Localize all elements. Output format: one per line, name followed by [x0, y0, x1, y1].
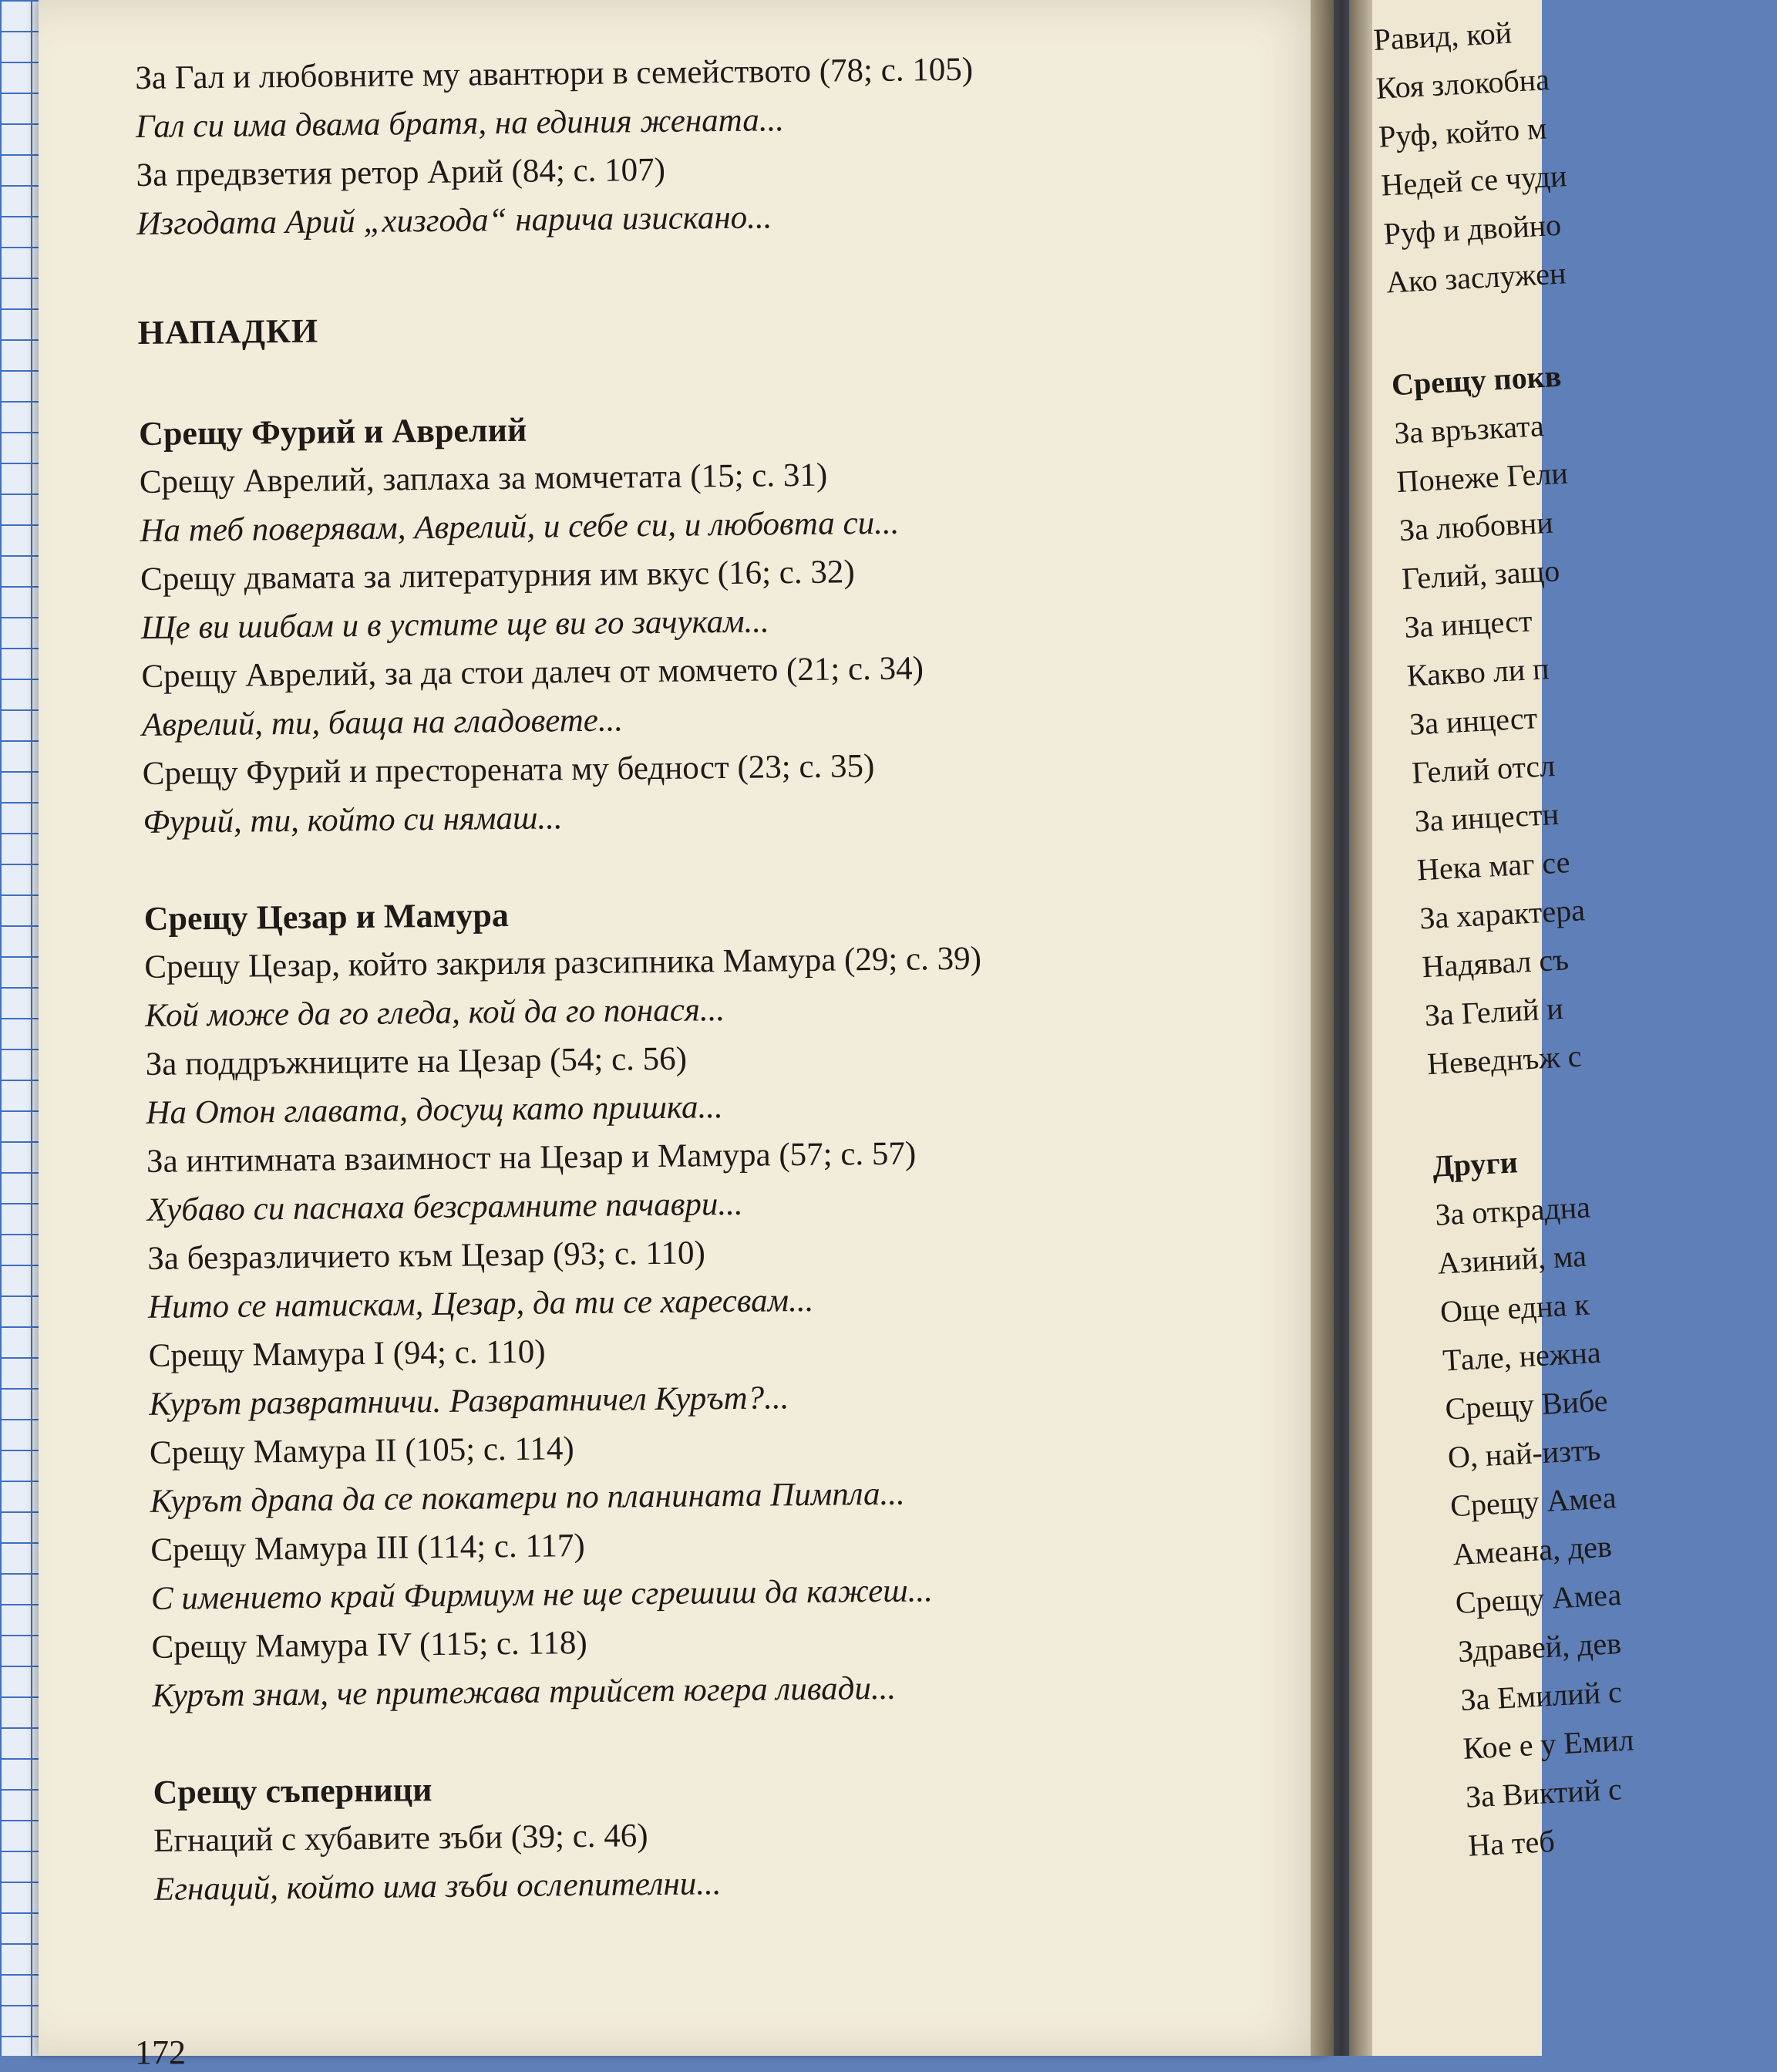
right-page-line: О, най-изтъ: [1446, 1432, 1602, 1475]
right-page-line: Гелий, защо: [1401, 553, 1561, 596]
right-page-line: За връзката: [1393, 408, 1545, 451]
poem-entry-title: Срещу Мамура III (114; с. 117): [150, 1527, 585, 1568]
right-page-line: Срещу Амеа: [1449, 1480, 1617, 1524]
poem-first-line: Курът развратничи. Развратничел Курът?...: [149, 1380, 789, 1423]
right-page-line: За инцест: [1408, 700, 1539, 742]
right-page-line: Гелий отсл: [1411, 747, 1557, 790]
right-page-line: Недей се чуди: [1380, 158, 1568, 203]
right-page-text: [1372, 0, 1777, 1870]
poem-entry-title: Срещу Мамура II (105; с. 114): [149, 1430, 574, 1471]
right-page-line: Руф, който м: [1378, 110, 1548, 154]
poem-entry-title: Срещу Мамура IV (115; с. 118): [151, 1624, 587, 1666]
poem-first-line: На теб поверявам, Аврелий, и себе си, и любовта си...: [140, 504, 900, 549]
poem-entry-title: За предвзетия ретор Арий (84; с. 107): [136, 151, 666, 194]
poem-first-line: Кой може да го гледа, кой да го понася...: [144, 992, 725, 1034]
poem-first-line: Гал си има двама братя, на единия жената...: [135, 102, 785, 145]
poem-entry-title: Срещу Аврелий, заплаха за момчетата (15; с. 31): [139, 457, 828, 500]
poem-entry-title: Егнаций с хубавите зъби (39; с. 46): [153, 1818, 648, 1859]
poem-first-line: Курът знам, че притежава трийсет югера ливади...: [152, 1669, 897, 1714]
right-page-heading: Други: [1432, 1144, 1519, 1184]
group-heading: Срещу Цезар и Мамура: [143, 895, 510, 938]
poem-first-line: Хубаво си паснаха безсрамните пачаври...: [146, 1185, 743, 1228]
group-heading: Срещу Фурий и Аврелий: [138, 410, 527, 453]
entry-groups: [139, 397, 1311, 1914]
right-page-line: Срещу Амеа: [1454, 1576, 1623, 1621]
right-page: [1349, 0, 1635, 2056]
poem-entry-title: Срещу двамата за литературния им вкус (16; с. 32): [140, 554, 855, 598]
poem-entry-title: Срещу Аврелий, за да стои далеч от момчето (21; с. 34): [141, 650, 924, 695]
page-number: 172: [135, 2033, 186, 2071]
poem-entry-title: Срещу Мамура I (94; с. 110): [148, 1333, 546, 1374]
poem-first-line: На Отон главата, досущ като пришка...: [146, 1089, 723, 1131]
left-page-text: [135, 42, 1311, 1914]
poem-entry-title: За поддръжниците на Цезар (54; с. 56): [145, 1040, 688, 1083]
entry-group: [139, 397, 1300, 847]
right-page-heading: Срещу покв: [1390, 358, 1563, 403]
poem-entry-title: За Гал и любовните му авантюри в семейството (78; с. 105): [135, 51, 974, 96]
poem-entry-title: Срещу Цезар, който закриля разсипника Мамура (29; с. 39): [144, 940, 982, 985]
poem-entry-title: Срещу Фурий и престорената му бедност (23; с. 35): [142, 748, 875, 792]
right-page-line: Какво ли п: [1405, 651, 1550, 693]
right-page-line: Руф и двойно: [1382, 207, 1563, 251]
right-page-line: Коя злокобна: [1375, 62, 1550, 106]
poem-entry-title: За безразличието към Цезар (93; с. 110): [147, 1235, 705, 1277]
poem-first-line: Егнаций, който има зъби ослепителни...: [153, 1865, 722, 1908]
book-gutter: [1311, 0, 1372, 2056]
right-page-line: За инцест: [1403, 603, 1533, 645]
poem-first-line: Аврелий, ти, баща на гладовете...: [141, 702, 624, 743]
poem-first-line: Изгодата Арий „хизгода“ нарича изискано...: [136, 199, 772, 242]
right-page-line: Кое е у Емил: [1462, 1722, 1635, 1766]
right-page-line: За инцестн: [1413, 796, 1560, 839]
right-page-line: За характера: [1419, 892, 1586, 936]
poem-first-line: Ще ви шибам и в устите ще ви го зачукам...: [140, 603, 770, 646]
right-page-line: Нека маг се: [1415, 844, 1571, 888]
right-page-line: Амеана, дев: [1452, 1528, 1613, 1572]
poem-first-line: Нито се натискам, Цезар, да ти се харесвам...: [147, 1282, 814, 1326]
right-page-line: Понеже Гели: [1395, 455, 1569, 500]
entry-group: [143, 882, 1308, 1720]
right-page-line: За открадна: [1434, 1189, 1591, 1232]
right-page-line: Здравей, дев: [1457, 1626, 1623, 1669]
right-page-line: Азиний, ма: [1436, 1238, 1587, 1281]
right-page-line: За Виктий с: [1464, 1771, 1623, 1814]
poem-first-line: Курът драпа да се покатери по планината Пимпла...: [150, 1475, 906, 1520]
right-page-line: За Емилий с: [1459, 1674, 1623, 1717]
poem-entry-title: За интимната взаимност на Цезар и Мамура (57; с. 57): [146, 1135, 917, 1180]
right-page-line: За любовни: [1398, 504, 1554, 548]
poem-first-line: С имението край Фирмиум не ще сгрешиш да кажеш...: [150, 1572, 934, 1617]
entry-group: [153, 1756, 1311, 1914]
right-page-line: Още една к: [1439, 1286, 1590, 1329]
right-page-line: Неведнъж с: [1426, 1038, 1583, 1082]
poem-first-line: Фурий, ти, който си нямаш...: [143, 800, 563, 841]
right-page-line: За Гелий и: [1423, 990, 1564, 1033]
intro-entries: [135, 42, 1294, 248]
right-page-line: Равид, кой: [1372, 15, 1513, 57]
right-page-line: Срещу Вибе: [1444, 1383, 1609, 1427]
section-title: НАПАДКИ: [137, 312, 319, 352]
right-page-line: Надявал съ: [1421, 942, 1570, 985]
right-page-line: Ако заслужен: [1385, 255, 1567, 300]
right-page-line: На теб: [1467, 1823, 1556, 1863]
right-page-line: Тале, нежна: [1442, 1334, 1602, 1378]
group-heading: Срещу съперници: [153, 1770, 432, 1811]
